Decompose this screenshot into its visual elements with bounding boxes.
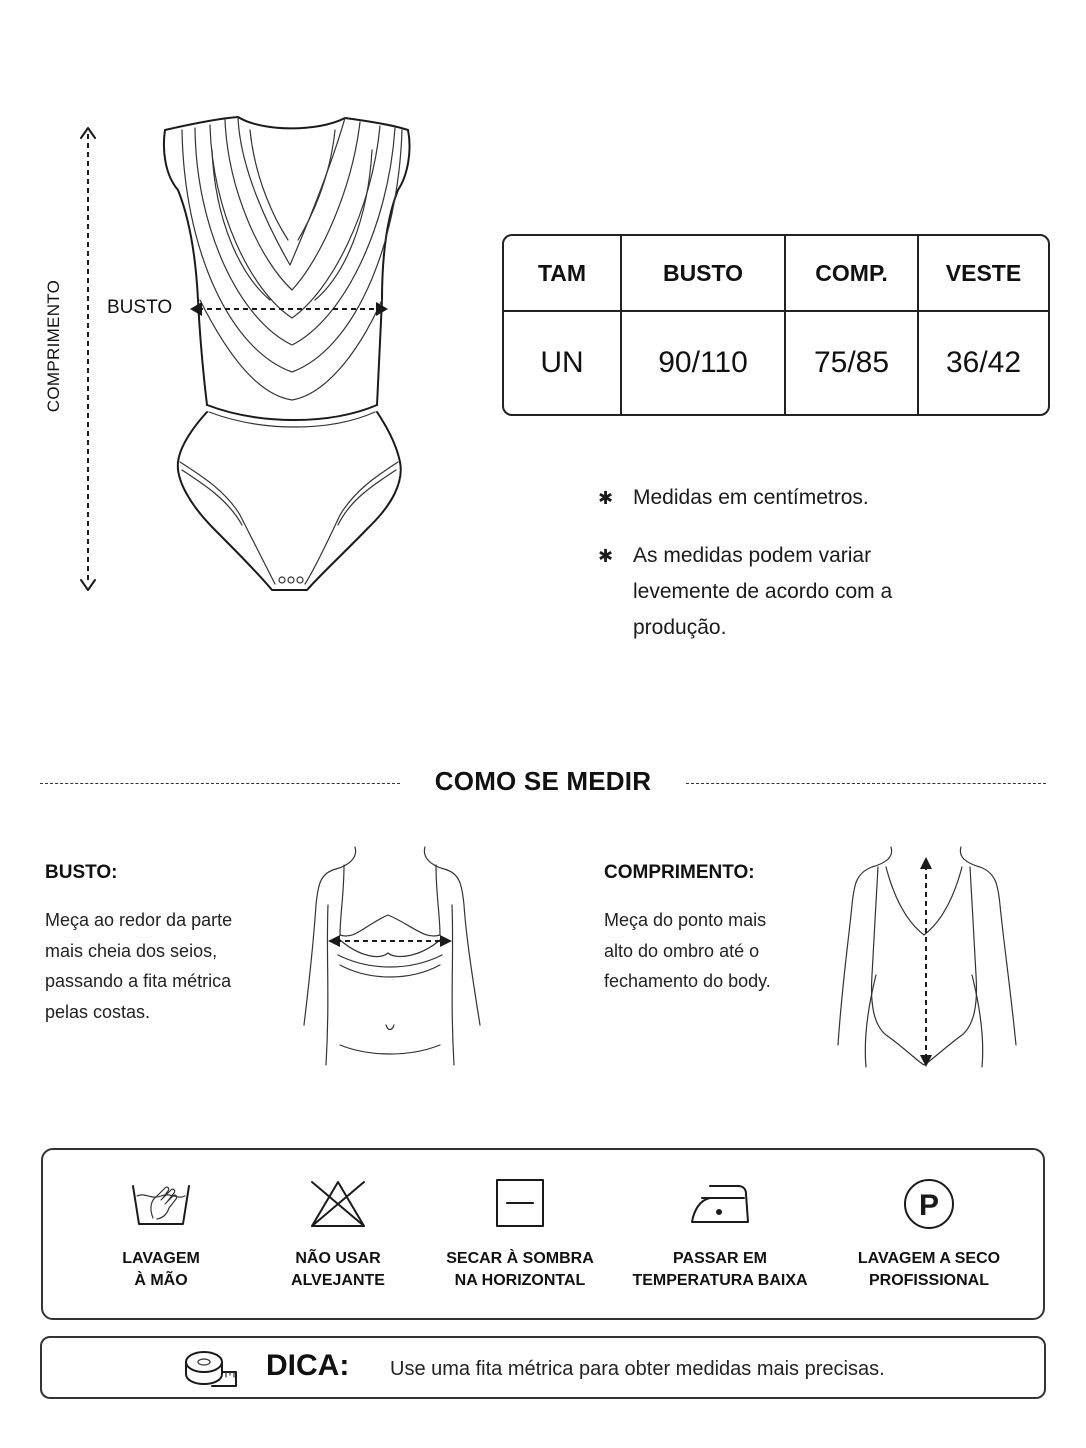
note-text: Medidas em centímetros. (633, 486, 869, 509)
instruction-line: pelas costas. (45, 1001, 151, 1022)
busto-instructions (45, 905, 232, 1027)
care-label-line: PASSAR EM (673, 1250, 767, 1267)
care-label-line: NÃO USAR (295, 1250, 381, 1267)
list-item (598, 538, 918, 646)
comprimento-heading: COMPRIMENTO: (604, 862, 755, 883)
cell-busto: 90/110 (621, 311, 785, 414)
header-tam: TAM (504, 236, 621, 311)
care-label-line: SECAR À SOMBRA (446, 1250, 594, 1267)
dry-clean-symbol: P (918, 1189, 940, 1222)
header-busto: BUSTO (621, 236, 785, 311)
dry-flat-shade-icon (490, 1178, 550, 1230)
size-table-header-row (504, 236, 1048, 311)
hand-wash-icon (131, 1178, 191, 1230)
divider-right (686, 783, 1046, 784)
care-label-line: LAVAGEM A SECO (857, 1250, 1001, 1267)
care-item-no-bleach (243, 1178, 433, 1292)
comprimento-axis-label: COMPRIMENTO (44, 279, 63, 413)
care-item-dry-flat-shade (425, 1178, 615, 1292)
care-item-dry-clean (834, 1178, 1024, 1292)
length-arrow (81, 128, 95, 590)
care-instructions-panel (41, 1148, 1045, 1320)
divider-left (40, 783, 400, 784)
asterisk-icon: ✱ (598, 546, 614, 566)
instruction-line: passando a fita métrica (45, 971, 232, 991)
notes-list (598, 480, 918, 668)
tip-text: Use uma fita métrica para obter medidas mais precisas. (390, 1358, 885, 1380)
care-item-iron-low (625, 1178, 815, 1292)
instruction-line: Meça do ponto mais (604, 910, 767, 930)
cell-comp: 75/85 (785, 311, 918, 414)
instruction-line: fechamento do body. (604, 971, 771, 991)
header-comp: COMP. (785, 236, 918, 311)
care-label-line: NA HORIZONTAL (454, 1272, 586, 1289)
bust-figure-illustration (300, 845, 485, 1070)
care-label-line: PROFISSIONAL (868, 1272, 989, 1289)
list-item (598, 480, 918, 516)
length-figure-illustration (836, 845, 1021, 1070)
size-table (502, 234, 1050, 416)
professional-dry-clean-icon (899, 1178, 959, 1230)
bust-arrow (190, 302, 388, 316)
care-label-line: TEMPERATURA BAIXA (632, 1272, 808, 1289)
cell-veste: 36/42 (945, 346, 1022, 379)
bodysuit-drawing (164, 117, 410, 590)
header-veste: VESTE (918, 236, 1048, 311)
section-title: COMO SE MEDIR (434, 766, 652, 796)
instruction-line: alto do ombro até o (604, 940, 760, 961)
asterisk-icon: ✱ (598, 488, 614, 508)
tip-panel (40, 1336, 1046, 1399)
tape-measure-icon (184, 1348, 240, 1390)
no-bleach-icon (308, 1178, 368, 1230)
iron-low-icon (688, 1178, 752, 1230)
busto-heading: BUSTO: (45, 862, 118, 883)
instruction-line: mais cheia dos seios, (45, 940, 218, 961)
tip-label: DICA: (266, 1349, 350, 1382)
comprimento-instructions (604, 905, 771, 997)
note-text: As medidas podem variar levemente de acordo com a produção. (633, 544, 893, 639)
instruction-line: Meça ao redor da parte (45, 910, 233, 930)
care-label-line: LAVAGEM (122, 1250, 200, 1267)
busto-measure-label: BUSTO (107, 297, 173, 318)
care-label-line: ALVEJANTE (291, 1272, 385, 1289)
care-item-hand-wash (66, 1178, 256, 1292)
care-label-line: À MÃO (134, 1272, 188, 1289)
cell-tam: UN (504, 311, 621, 414)
table-row (504, 311, 1048, 414)
